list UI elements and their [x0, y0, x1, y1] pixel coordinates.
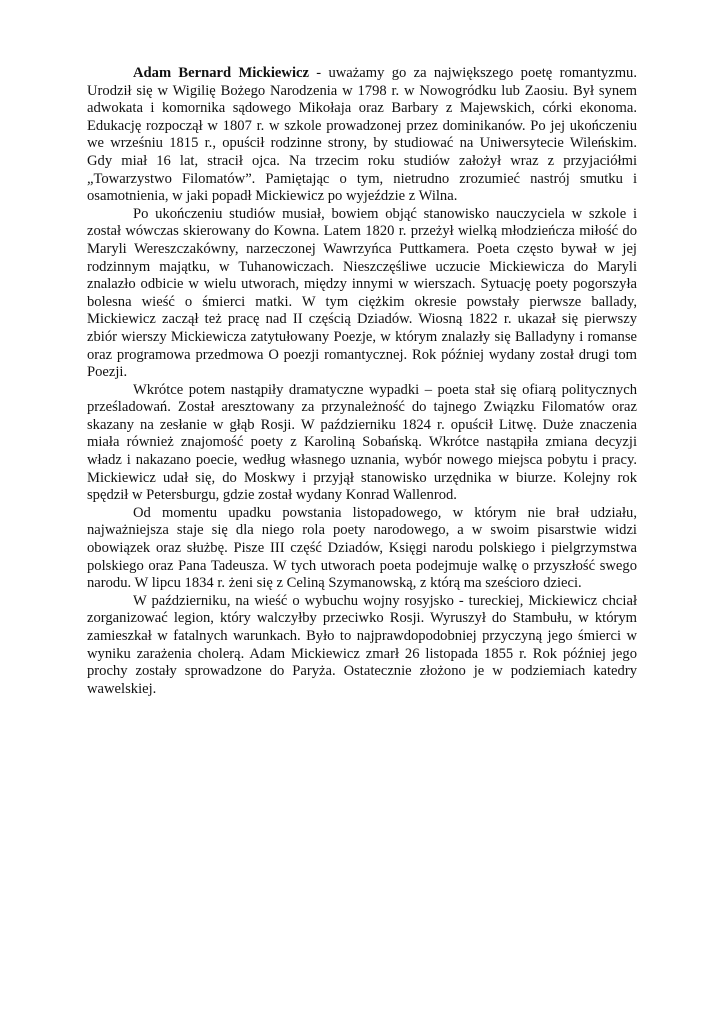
author-name: Adam Bernard Mickiewicz: [133, 65, 309, 81]
paragraph-3: Wkrótce potem nastąpiły dramatyczne wypadki – poeta stał się ofiarą politycznych prześladowań. Został aresztowany za przynależność do tajnego Związku Filomatów oraz skazany na zesłanie w głąb Rosji. W październiku 1824 r. opuścił Litwę. Duże znaczenia miała również znajomość poety z Karoliną Sobańską. Wkrótce nastąpiła zmiana decyzji władz i nakazano poecie, według własnego uznania, wybór nowego miejsca pobytu i pracy. Mickiewicz udał się, do Moskwy i przyjął stanowisko urzędnika w biurze. Kolejny rok spędził w Petersburgu, gdzie został wydany Konrad Wallenrod.: [87, 381, 637, 504]
paragraph-5: W październiku, na wieść o wybuchu wojny rosyjsko - tureckiej, Mickiewicz chciał zorganizować legion, który walczyłby przeciwko Rosji. Wyruszył do Stambułu, w którym zamieszkał w fatalnych warunkach. Było to najprawdopodobniej przyczyną jego śmierci w wyniku zarażenia cholerą. Adam Mickiewicz zmarł 26 listopada 1855 r. Rok później jego prochy zostały sprowadzone do Paryża. Ostatecznie złożono je w podziemiach katedry wawelskiej.: [87, 592, 637, 697]
paragraph-2: Po ukończeniu studiów musiał, bowiem objąć stanowisko nauczyciela w szkole i został wówczas skierowany do Kowna. Latem 1820 r. przeżył wielką młodzieńcza miłość do Maryli Wereszczakówny, narzeczonej Wawrzyńca Puttkamera. Poeta często bywał w jej rodzinnym majątku, w Tuhanowiczach. Nieszczęśliwe uczucie Mickiewicza do Maryli znalazło odbicie w wielu utworach, między innymi w wierszach. Sytuację poety pogorszyła bolesna wieść o śmierci matki. W tym ciężkim okresie powstały pierwsze ballady, Mickiewicz zaczął też pracę nad II częścią Dziadów. Wiosną 1822 r. ukazał się pierwszy zbiór wierszy Mickiewicza zatytułowany Poezje, w którym znalazły się Balladyny i romanse oraz programowa przedmowa O poezji romantycznej. Rok później wydany został drugi tom Poezji.: [87, 205, 637, 381]
document-body: [87, 65, 637, 698]
paragraph-4: Od momentu upadku powstania listopadowego, w którym nie brał udziału, najważniejsza staje się dla niego rola poety narodowego, a w swoim pisarstwie widzi obowiązek oraz służbę. Pisze III część Dziadów, Księgi narodu polskiego i pielgrzymstwa polskiego oraz Pana Tadeusza. W tych utworach poeta podejmuje walkę o przyszłość swego narodu. W lipcu 1834 r. żeni się z Celiną Szymanowską, z którą ma sześcioro dzieci.: [87, 504, 637, 592]
paragraph-1-text: - uważamy go za największego poetę romantyzmu. Urodził się w Wigilię Bożego Narodzenia w 1798 r. w Nowogródku lub Zaosiu. Był synem adwokata i komornika sądowego Mikołaja oraz Barbary z Majewskich, córki ekonoma. Edukację rozpoczął w 1807 r. w szkole prowadzonej przez dominikanów. Po jej ukończeniu we wrześniu 1815 r., opuścił rodzinne strony, by studiować na Uniwersytecie Wileńskim. Gdy miał 16 lat, stracił ojca. Na trzecim roku studiów założył wraz z przyjaciółmi „Towarzystwo Filomatów”. Pamiętając o tym, nietrudno zrozumieć nastrój smutku i osamotnienia, w jaki popadł Mickiewicz po wyjeździe z Wilna.: [87, 65, 637, 205]
paragraph-1: [87, 65, 637, 206]
